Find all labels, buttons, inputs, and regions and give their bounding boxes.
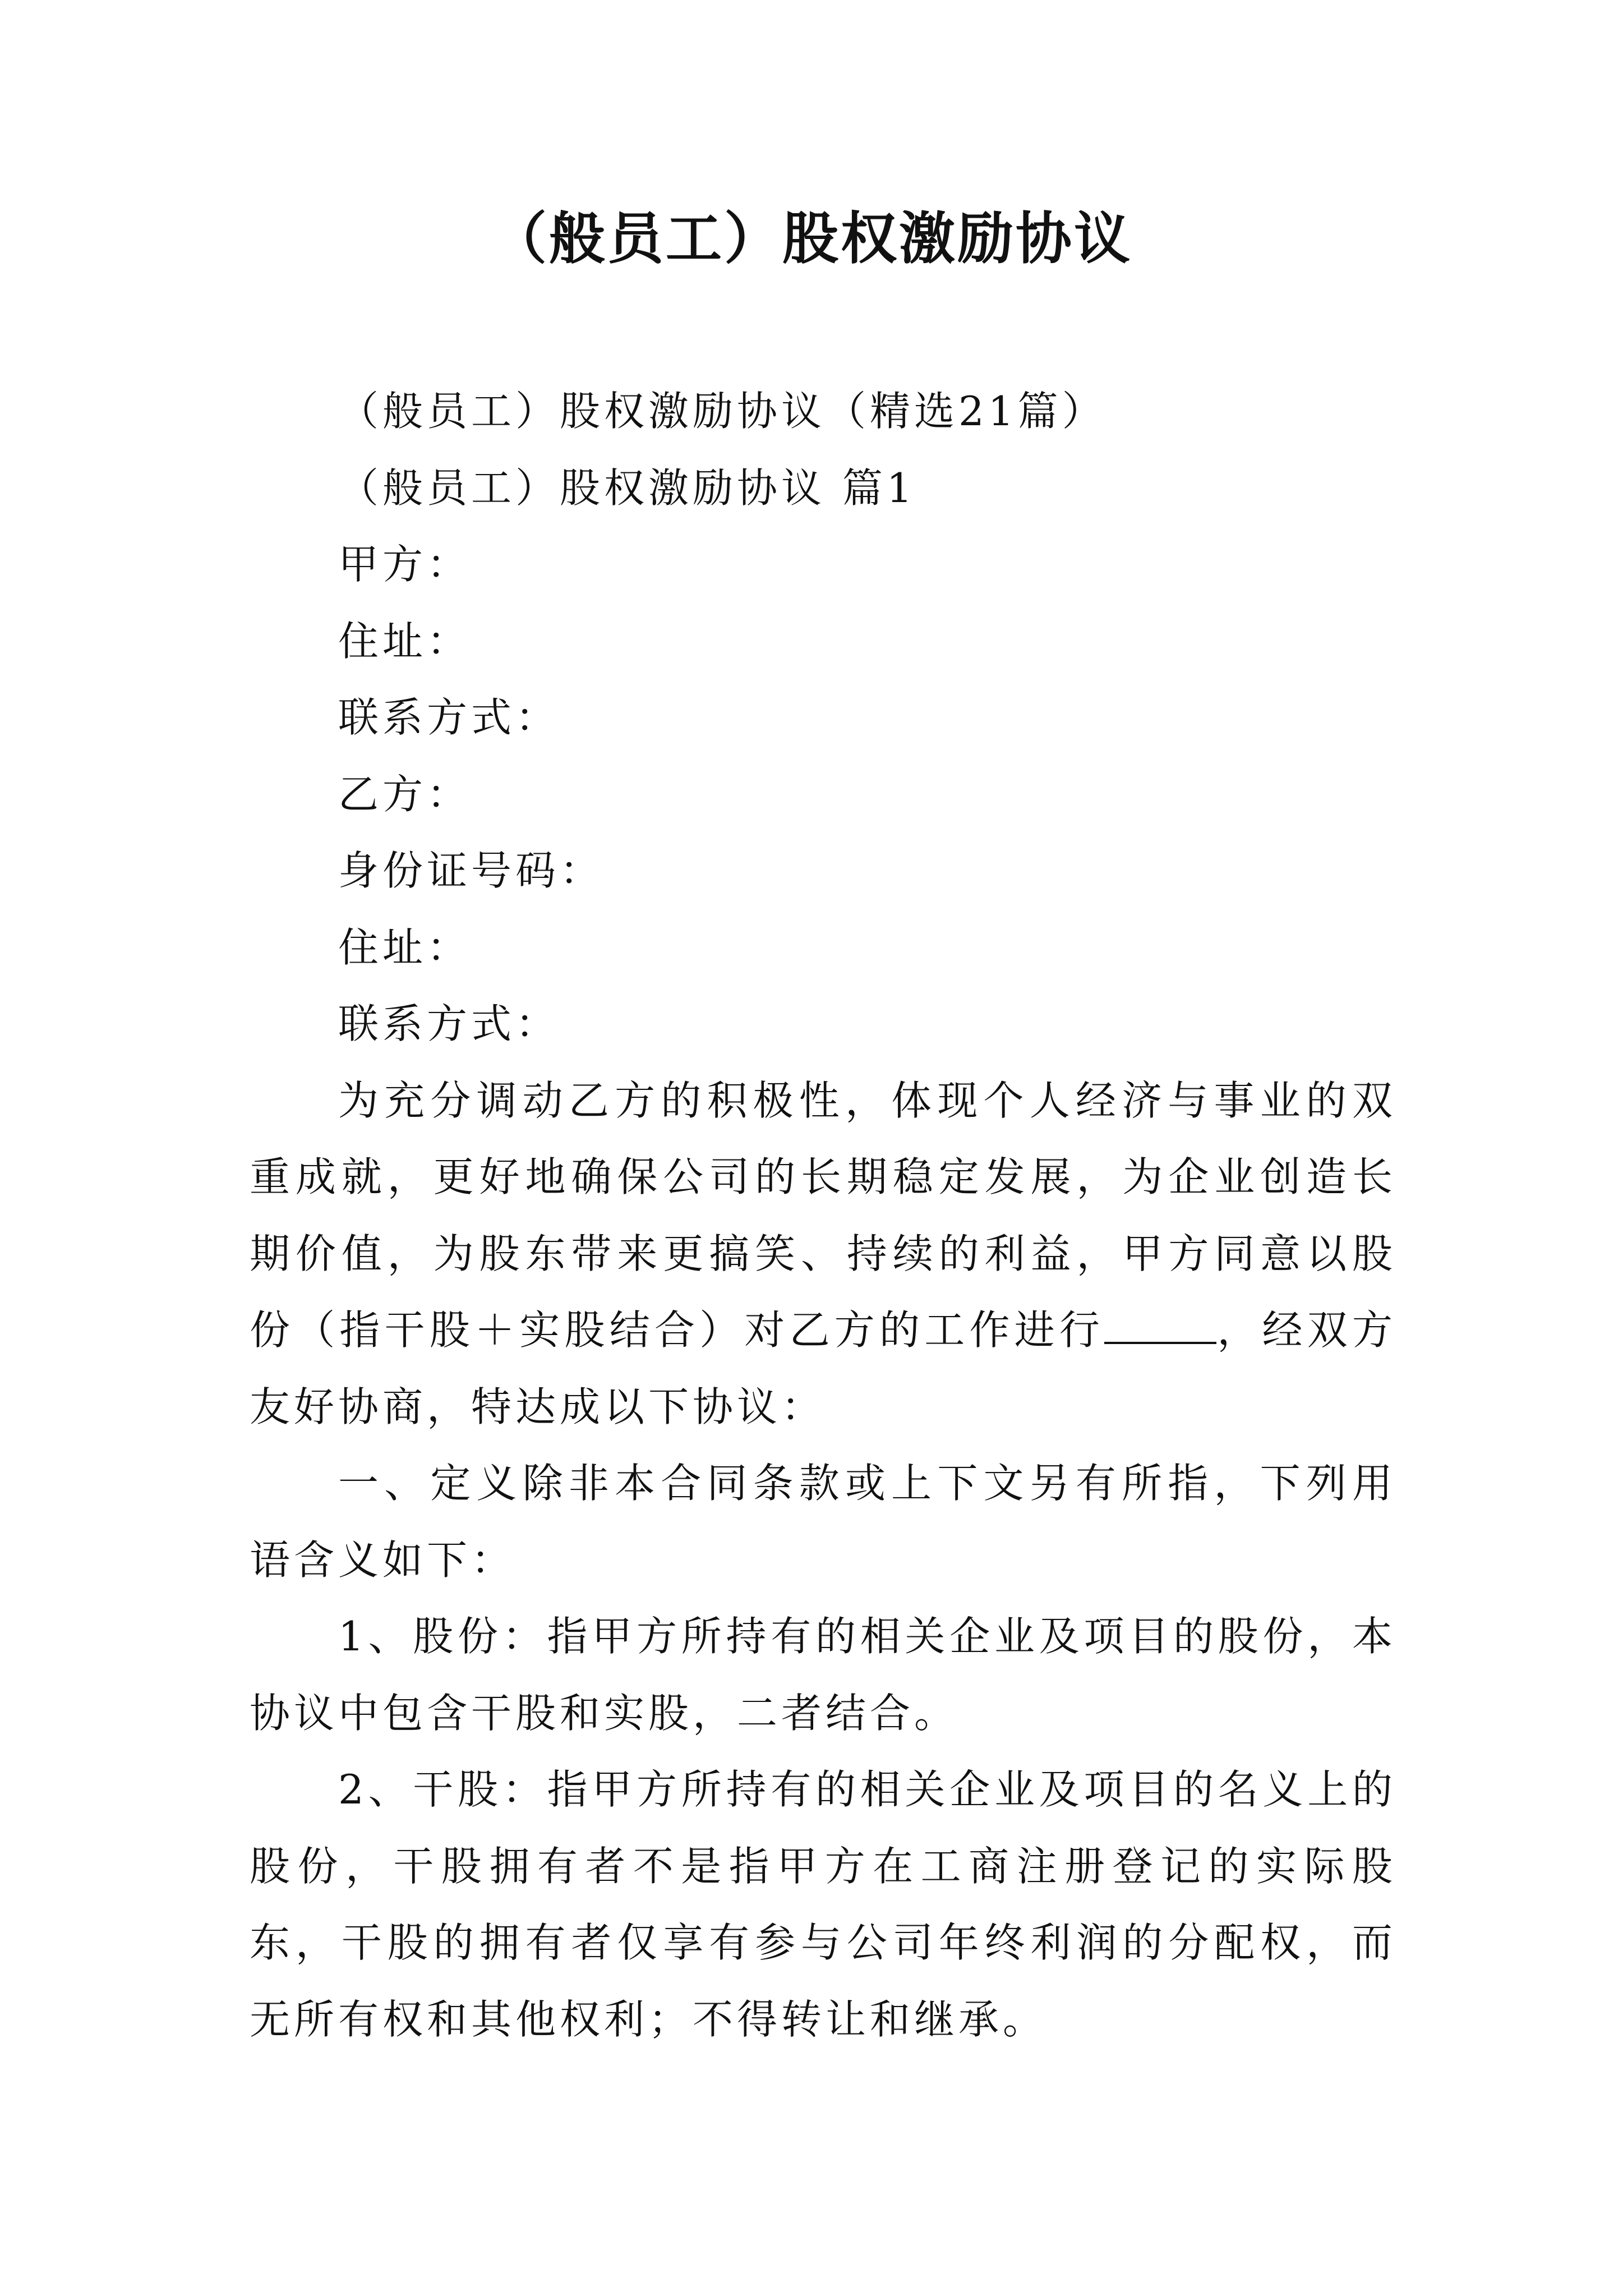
fill-in-blank: [1104, 1308, 1216, 1344]
intro-text-before: 为充分调动乙方的积极性，体现个人经济与事业的双重成就，更好地确保公司的长期稳定发展，为企业创造长期价值，为股东带来更搞笑、持续的利益，甲方同意以股份（指干股＋实股结合）对乙方的工作进行: [250, 1076, 1396, 1354]
clause-shares: 1、股份：指甲方所持有的相关企业及项目的股份，本协议中包含干股和实股，二者结合。: [250, 1613, 1396, 1737]
clause-definitions: 一、定义除非本合同条款或上下文另有所指，下列用语含义如下：: [250, 1460, 1396, 1584]
field-address-a: 住址：: [338, 617, 472, 665]
field-contact-b: 联系方式：: [338, 1000, 560, 1047]
subtitle-line: （般员工）股权激励协议（精选21篇）: [338, 388, 1106, 435]
field-address-b: 住址：: [338, 923, 472, 971]
field-contact-a: 联系方式：: [338, 694, 560, 741]
intro-text-after: ，经双方友好协商，特达成以下协议：: [250, 1306, 1396, 1430]
clause-dry-shares: 2、干股：指甲方所持有的相关企业及项目的名义上的股份，干股拥有者不是指甲方在工商注册登记的实际股东，干股的拥有者仅享有参与公司年终利润的分配权，而无所有权和其他权利；不得转让和继承。: [250, 1766, 1396, 2043]
intro-paragraph: [250, 1062, 1396, 1446]
document-body: [250, 373, 1396, 2058]
field-party-b: 乙方：: [338, 770, 472, 818]
field-party-a: 甲方：: [338, 541, 472, 588]
document-title: （般员工）股权激励协议: [491, 205, 1132, 272]
section-heading: （般员工）股权激励协议 篇1: [338, 464, 916, 512]
field-id-number: 身份证号码：: [338, 847, 605, 894]
